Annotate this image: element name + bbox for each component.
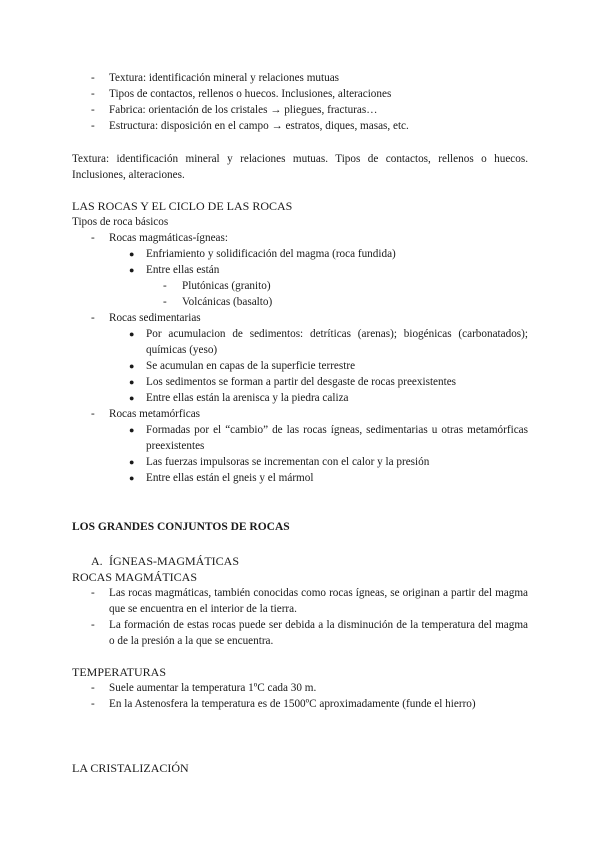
cristalizacion-title: LA CRISTALIZACIÓN <box>72 761 189 775</box>
bullet-item: ● Los sedimentos se forman a partir del desgaste de rocas preexistentes <box>129 376 457 388</box>
dash-marker: - <box>91 72 95 84</box>
list-item: - La formación de estas rocas puede ser debida a la disminución de la temperatura del magma o de la presión a la que se encuentra. <box>91 619 528 647</box>
rock-types-list <box>0 230 600 486</box>
dash-marker: - <box>91 408 95 420</box>
bullet-item: ● Se acumulan en capas de la superficie terrestre <box>129 360 356 372</box>
bullet-item: ● Entre ellas están el gneis y el mármol <box>129 472 314 484</box>
sub-item: - Volcánicas (basalto) <box>163 296 273 308</box>
list-item: - Textura: identificación mineral y relaciones mutuas <box>91 72 340 84</box>
list-item: - Estructura: disposición en el campo → estratos, diques, masas, etc. <box>91 120 409 132</box>
list-item-sedimentarias: - Rocas sedimentarias <box>91 312 201 324</box>
dash-marker: - <box>91 587 95 599</box>
bullet-marker: ● <box>129 265 135 275</box>
subsection-title: ROCAS MAGMÁTICAS <box>72 570 198 584</box>
dash-marker: - <box>91 104 95 116</box>
dash-marker: - <box>91 88 95 100</box>
magmaticas-list <box>0 585 600 649</box>
intro-list <box>0 70 600 134</box>
intro-paragraph: Textura: identificación mineral y relaciones mutuas. Tipos de contactos, rellenos o huecos. Inclusiones, alteraciones. <box>72 153 528 181</box>
bullet-item: ● Enfriamiento y solidificación del magma (roca fundida) <box>129 248 396 260</box>
bullet-marker: ● <box>129 473 135 483</box>
list-item: - Las rocas magmáticas, también conocidas como rocas ígneas, se originan a partir del magma que se encuentra en el interior de la tierra. <box>91 587 528 615</box>
bullet-item: ● Entre ellas están <box>129 264 220 276</box>
subsection-a: A. ÍGNEAS-MAGMÁTICAS <box>91 554 240 568</box>
list-item: - Tipos de contactos, rellenos o huecos. Inclusiones, alteraciones <box>91 88 392 100</box>
list-item: - En la Astenosfera la temperatura es de 1500ºC aproximadamente (funde el hierro) <box>91 698 476 710</box>
dash-marker: - <box>91 619 95 631</box>
bullet-marker: ● <box>129 425 135 435</box>
bullet-item: ● Entre ellas están la arenisca y la piedra caliza <box>129 392 349 404</box>
bullet-marker: ● <box>129 329 135 339</box>
section-title: LAS ROCAS Y EL CICLO DE LAS ROCAS <box>72 199 293 213</box>
list-item-igneas: - Rocas magmáticas-ígneas: <box>91 232 228 244</box>
section-subtitle: Tipos de roca básicos <box>72 216 169 228</box>
list-item: - Suele aumentar la temperatura 1ºC cada 30 m. <box>91 682 317 694</box>
temperaturas-block <box>0 664 600 712</box>
rocas-section <box>0 198 600 486</box>
bullet-marker: ● <box>129 457 135 467</box>
temperaturas-list <box>0 680 600 712</box>
list-item: - Fabrica: orientación de los cristales → pliegues, fracturas… <box>91 104 378 116</box>
bullet-item: ● Formadas por el “cambio” de las rocas ígneas, sedimentarias u otras metamórficas preexistentes <box>129 424 528 452</box>
rocas-magmaticas-block <box>0 569 600 649</box>
bullet-item: ● Por acumulacion de sedimentos: detríticas (arenas); biogénicas (carbonatados); químicas (yeso) <box>129 328 528 356</box>
bullet-marker: ● <box>129 377 135 387</box>
bullet-item: ● Las fuerzas impulsoras se incrementan con el calor y la presión <box>129 456 430 468</box>
subsection-title: TEMPERATURAS <box>72 665 167 679</box>
bullet-marker: ● <box>129 249 135 259</box>
list-item-metamorficas: - Rocas metamórficas <box>91 408 201 420</box>
dash-marker: - <box>91 312 95 324</box>
dash-marker: - <box>91 682 95 694</box>
bullet-marker: ● <box>129 361 135 371</box>
dash-marker: - <box>91 120 95 132</box>
dash-marker: - <box>91 232 95 244</box>
bullet-marker: ● <box>129 393 135 403</box>
conjuntos-title: LOS GRANDES CONJUNTOS DE ROCAS <box>72 521 290 533</box>
subsection-letter: A. <box>91 554 103 568</box>
sub-item: - Plutónicas (granito) <box>163 280 271 292</box>
dash-marker: - <box>163 296 167 308</box>
dash-marker: - <box>91 698 95 710</box>
dash-marker: - <box>163 280 167 292</box>
